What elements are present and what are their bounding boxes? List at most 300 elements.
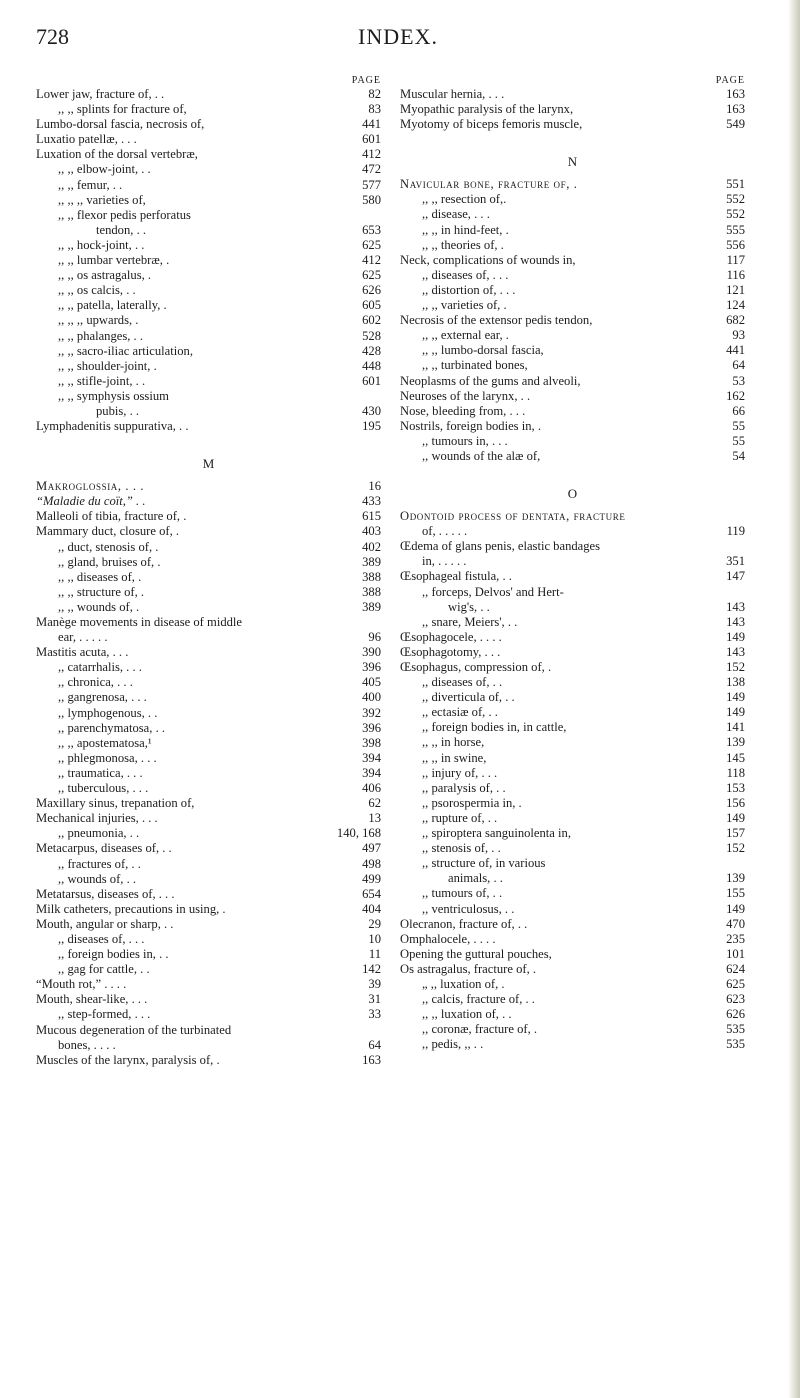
entry-term: ,, tumours of, . .: [422, 886, 503, 901]
index-entry: [36, 917, 381, 932]
entry-term: ,, structure of, in various: [422, 856, 546, 871]
entry-page-number: 404: [362, 901, 381, 916]
index-entry: [400, 766, 745, 781]
index-entry: [400, 328, 745, 343]
index-entry: [36, 992, 381, 1007]
entry-page-number: 139: [726, 735, 745, 750]
index-entry: [400, 389, 745, 404]
index-entry: [400, 207, 745, 222]
index-entry: [400, 192, 745, 207]
entry-page-number: 33: [368, 1007, 381, 1022]
entry-page-number: 141: [726, 720, 745, 735]
entry-term: ,, pedis, ,, . .: [422, 1037, 484, 1052]
section-letter: N: [567, 154, 578, 170]
entry-term: Omphalocele, . . . .: [400, 931, 496, 946]
index-entry: [36, 359, 381, 374]
entry-page-number: 389: [362, 599, 381, 614]
index-entry: [36, 389, 381, 404]
index-entry: [36, 977, 381, 992]
index-entry: [36, 690, 381, 705]
index-entry: [400, 841, 745, 856]
index-entry: [400, 177, 745, 192]
index-entry: [36, 313, 381, 328]
entry-page-number: 153: [726, 780, 745, 795]
entry-page-number: 195: [362, 419, 381, 434]
index-entry: [400, 343, 745, 358]
entry-term: Myotomy of biceps femoris muscle,: [400, 117, 583, 132]
index-entry: [400, 977, 745, 992]
entry-page-number: 53: [732, 373, 745, 388]
index-entry: [400, 962, 745, 977]
entry-term: ,, parenchymatosa, . .: [58, 720, 166, 735]
right-page-label: PAGE: [715, 75, 745, 86]
index-entry: [400, 947, 745, 962]
entry-term: ,, ,, lumbo-dorsal fascia,: [422, 343, 544, 358]
entry-term: ,, foreign bodies in, . .: [58, 947, 169, 962]
index-entry: [36, 947, 381, 962]
entry-page-number: 448: [362, 358, 381, 373]
index-entry: [400, 932, 745, 947]
entry-page-number: 83: [368, 102, 381, 117]
entry-page-number: 149: [726, 901, 745, 916]
index-entry: [400, 917, 745, 932]
entry-page-number: [711, 509, 745, 524]
index-entry: [400, 268, 745, 283]
entry-term: ,, ,, ,, upwards, .: [58, 313, 139, 328]
entry-page-number: [711, 856, 745, 871]
entry-term: ,, duct, stenosis of, .: [58, 539, 159, 554]
entry-term: ,, ,, hock-joint, . .: [58, 237, 145, 252]
entry-page-number: 16: [368, 479, 381, 494]
entry-term: ,, ,, sacro-iliac articulation,: [58, 343, 193, 358]
entry-page-number: 101: [726, 946, 745, 961]
entry-term: Lumbo-dorsal fascia, necrosis of,: [36, 117, 205, 132]
entry-page-number: [711, 585, 745, 600]
index-entry: [36, 147, 381, 162]
index-entry: [400, 449, 745, 464]
entry-term: Mucous degeneration of the turbinated: [36, 1022, 232, 1037]
index-entry: [36, 540, 381, 555]
entry-term: ,, tumours in, . . .: [422, 433, 508, 448]
entry-page-number: 396: [362, 720, 381, 735]
section-letter: O: [567, 486, 578, 502]
entry-term: ,, ,, patella, laterally, .: [58, 298, 167, 313]
index-entry: [36, 509, 381, 524]
entry-term: ,, ,, stifle-joint, . .: [58, 373, 146, 388]
entry-term: Luxation of the dorsal vertebræ,: [36, 147, 198, 162]
entry-page-number: 388: [362, 584, 381, 599]
entry-term: ,, ,, wounds of, .: [58, 599, 140, 614]
index-entry: [400, 253, 745, 268]
entry-term: ,, paralysis of, . .: [422, 780, 506, 795]
entry-page-number: 139: [726, 871, 745, 886]
index-entry: [36, 117, 381, 132]
index-entry: [400, 509, 745, 524]
entry-term: ,, gag for cattle, . .: [58, 962, 150, 977]
index-entry: [400, 856, 745, 871]
entry-term: ,, phlegmonosa, . . .: [58, 750, 157, 765]
index-entry: [36, 1038, 381, 1053]
entry-page-number: 552: [726, 207, 745, 222]
index-entry: [36, 902, 381, 917]
entry-term: ,, traumatica, . . .: [58, 765, 143, 780]
page-number: 728: [36, 24, 69, 49]
index-entry: [36, 841, 381, 856]
index-entry: [400, 1022, 745, 1037]
entry-page-number: 549: [726, 117, 745, 132]
entry-term: ear, . . . . .: [58, 630, 108, 645]
index-entry: [400, 886, 745, 901]
entry-page-number: 394: [362, 765, 381, 780]
index-entry: [36, 826, 381, 841]
entry-term: ,, step-formed, . . .: [58, 1007, 151, 1022]
entry-term: ,, ,, in horse,: [422, 735, 485, 750]
entry-term: Lymphadenitis suppurativa, . .: [36, 419, 189, 434]
page-title: INDEX.: [358, 24, 438, 49]
entry-page-number: 55: [732, 433, 745, 448]
entry-page-number: 403: [362, 524, 381, 539]
entry-term: tendon, . .: [96, 222, 147, 237]
entry-term: Mechanical injuries, . . .: [36, 811, 158, 826]
entry-page-number: 682: [726, 313, 745, 328]
entry-term: “Maladie du coït,” . .: [36, 494, 146, 509]
entry-term: Mouth, angular or sharp, . .: [36, 916, 174, 931]
entry-term: ,, psorospermia in, .: [422, 795, 522, 810]
index-entry: [400, 117, 745, 132]
entry-page-number: 64: [368, 1037, 381, 1052]
entry-page-number: [711, 539, 745, 554]
entry-term: ,, diverticula of, . .: [422, 690, 515, 705]
entry-page-number: 145: [726, 750, 745, 765]
entry-term: ,, ,, resection of,.: [422, 192, 507, 207]
entry-term: Manège movements in disease of middle: [36, 615, 242, 629]
entry-page-number: 551: [726, 177, 745, 192]
section-gap: [400, 169, 745, 177]
index-entry: [36, 1023, 381, 1038]
entry-page-number: 11: [368, 947, 381, 962]
index-entry: [400, 705, 745, 720]
entry-term: ,, ,, structure of, .: [58, 584, 145, 599]
entry-term: ,, ,, theories of, .: [422, 237, 504, 252]
entry-term: ,, ,, elbow-joint, . .: [58, 162, 151, 177]
entry-page-number: 402: [362, 539, 381, 554]
entry-page-number: 29: [368, 916, 381, 931]
index-entry: [36, 238, 381, 253]
index-entry: [400, 720, 745, 735]
index-entry: [36, 555, 381, 570]
entry-term: ,, foreign bodies in, in cattle,: [422, 720, 567, 735]
index-entry: [36, 193, 381, 208]
index-entry: [400, 902, 745, 917]
index-entry: [36, 570, 381, 585]
entry-page-number: 121: [726, 282, 745, 297]
entry-term: ,, ,, flexor pedis perforatus: [58, 207, 191, 222]
index-entry: [36, 736, 381, 751]
entry-term: ,, ectasiæ of, . .: [422, 705, 498, 720]
entry-page-number: 430: [362, 403, 381, 418]
index-entry: [400, 1037, 745, 1052]
entry-page-number: 351: [726, 554, 745, 569]
entry-page-number: 118: [726, 765, 745, 780]
index-entry: [36, 585, 381, 600]
entry-page-number: 149: [726, 810, 745, 825]
index-entry: [36, 796, 381, 811]
index-entry: [36, 932, 381, 947]
entry-page-number: 406: [362, 781, 381, 796]
entry-term: ,, diseases of, . . .: [58, 931, 145, 946]
index-entry: [36, 494, 381, 509]
entry-page-number: 556: [726, 237, 745, 252]
index-entry: [400, 554, 745, 569]
entry-page-number: [347, 208, 381, 223]
entry-page-number: 602: [362, 313, 381, 328]
index-entry: [400, 675, 745, 690]
entry-page-number: 498: [362, 856, 381, 871]
entry-term: Œdema of glans penis, elastic bandages: [400, 539, 601, 554]
left-index-column: [36, 74, 381, 1068]
entry-page-number: 149: [726, 705, 745, 720]
entry-page-number: 625: [726, 976, 745, 991]
entry-page-number: 163: [362, 1052, 381, 1067]
index-entry: [36, 706, 381, 721]
entry-page-number: 535: [726, 1037, 745, 1052]
entry-term: ,, ,, varieties of, .: [422, 298, 507, 313]
entry-page-number: 615: [362, 509, 381, 524]
section-gap: [400, 464, 745, 486]
index-entry: [400, 434, 745, 449]
entry-term: Neck, complications of wounds in,: [400, 252, 576, 267]
entry-page-number: 93: [732, 328, 745, 343]
entry-term: ,, ,, in swine,: [422, 750, 487, 765]
index-entry: [36, 721, 381, 736]
entry-page-number: 470: [726, 916, 745, 931]
section-gap: [36, 471, 381, 479]
entry-page-number: 138: [726, 675, 745, 690]
entry-term: ,, gland, bruises of, .: [58, 554, 161, 569]
entry-term: ,, ,, turbinated bones,: [422, 358, 528, 373]
section-gap: [400, 501, 745, 509]
entry-term: ,, ventriculosus, . .: [422, 901, 515, 916]
entry-page-number: 577: [362, 177, 381, 192]
entry-page-number: 55: [732, 418, 745, 433]
entry-term: Opening the guttural pouches,: [400, 946, 552, 961]
page-edge-shadow: [788, 0, 800, 1398]
index-entry: [36, 1053, 381, 1068]
index-entry: [36, 298, 381, 313]
entry-term: ,, catarrhalis, . . .: [58, 660, 142, 675]
entry-term: Navicular bone, fracture of, .: [400, 177, 578, 192]
index-entry: [400, 569, 745, 584]
entry-term: ,, ,, luxation of, . .: [422, 1007, 512, 1022]
index-entry: [400, 992, 745, 1007]
index-entry: [36, 615, 381, 630]
entry-page-number: 497: [362, 841, 381, 856]
entry-page-number: 156: [726, 795, 745, 810]
entry-page-number: 623: [726, 992, 745, 1007]
index-entry: [36, 208, 381, 223]
entry-page-number: 400: [362, 690, 381, 705]
entry-term: animals, . .: [448, 871, 503, 886]
entry-page-number: 433: [362, 494, 381, 509]
index-entry: [400, 615, 745, 630]
index-entry: [400, 358, 745, 373]
index-entry: [36, 404, 381, 419]
entry-page-number: 163: [726, 87, 745, 101]
entry-term: ,, injury of, . . .: [422, 765, 498, 780]
entry-term: ,, ,, os calcis, . .: [58, 283, 136, 298]
entry-term: of, . . . . .: [422, 524, 468, 539]
index-entry: [400, 660, 745, 675]
entry-term: Neuroses of the larynx, . .: [400, 388, 531, 403]
entry-page-number: 499: [362, 871, 381, 886]
entry-term: Mammary duct, closure of, .: [36, 524, 180, 539]
index-entry: [36, 766, 381, 781]
index-entry: [36, 87, 381, 102]
entry-term: ,, distortion of, . . .: [422, 282, 516, 297]
entry-page-number: 96: [368, 630, 381, 645]
index-entry: [36, 178, 381, 193]
entry-term: Os astragalus, fracture of, .: [400, 961, 537, 976]
entry-term: ,, ,, shoulder-joint, .: [58, 358, 157, 373]
entry-term: ,, ,, femur, . .: [58, 177, 123, 192]
entry-term: ,, snare, Meiers', . .: [422, 614, 518, 629]
entry-page-number: 535: [726, 1022, 745, 1037]
index-entry: [36, 253, 381, 268]
entry-page-number: 528: [362, 328, 381, 343]
index-entry: [400, 826, 745, 841]
entry-term: ,, chronica, . . .: [58, 675, 133, 690]
entry-page-number: [347, 1023, 381, 1038]
entry-page-number: 143: [726, 599, 745, 614]
index-entry: [400, 102, 745, 117]
section-gap: [400, 132, 745, 154]
index-entry: [400, 404, 745, 419]
entry-term: Myopathic paralysis of the larynx,: [400, 102, 574, 117]
index-entry: [36, 223, 381, 238]
entry-page-number: 162: [726, 388, 745, 403]
entry-term: Œsophagotomy, . . .: [400, 644, 501, 659]
entry-term: Nostrils, foreign bodies in, .: [400, 418, 541, 433]
entry-page-number: 392: [362, 705, 381, 720]
index-entry: [36, 479, 381, 494]
index-entry: [36, 630, 381, 645]
index-entry: [36, 162, 381, 177]
entry-page-number: 625: [362, 237, 381, 252]
index-entry: [400, 87, 745, 102]
entry-term: ,, ,, splints for fracture of,: [58, 102, 187, 117]
entry-term: ,, ,, lumbar vertebræ, .: [58, 253, 170, 268]
entry-page-number: 31: [368, 992, 381, 1007]
entry-page-number: 626: [726, 1007, 745, 1022]
index-entry: [400, 645, 745, 660]
entry-term: Necrosis of the extensor pedis tendon,: [400, 313, 593, 328]
entry-page-number: 412: [362, 253, 381, 268]
index-entry: [36, 857, 381, 872]
index-entry: [400, 223, 745, 238]
entry-page-number: 428: [362, 343, 381, 358]
index-entry: [36, 329, 381, 344]
index-entry: [400, 690, 745, 705]
entry-page-number: 140, 168: [336, 826, 381, 841]
index-entry: [400, 630, 745, 645]
entry-page-number: 142: [362, 962, 381, 977]
index-entry: [36, 811, 381, 826]
entry-page-number: 66: [732, 403, 745, 418]
entry-page-number: 601: [362, 373, 381, 388]
entry-term: Neoplasms of the gums and alveoli,: [400, 373, 581, 388]
section-letter: M: [202, 456, 215, 472]
entry-page-number: 388: [362, 569, 381, 584]
entry-page-number: 396: [362, 660, 381, 675]
index-entry: [400, 600, 745, 615]
entry-page-number: 389: [362, 554, 381, 569]
index-entry: [400, 313, 745, 328]
entry-page-number: 405: [362, 675, 381, 690]
entry-page-number: 601: [362, 132, 381, 147]
entry-term: wig's, . .: [448, 599, 490, 614]
entry-page-number: 152: [726, 660, 745, 674]
index-entry: [36, 524, 381, 539]
entry-page-number: 390: [362, 645, 381, 660]
entry-page-number: 625: [362, 268, 381, 283]
entry-page-number: 653: [362, 222, 381, 237]
entry-page-number: 398: [362, 735, 381, 750]
entry-term: bones, . . . .: [58, 1037, 116, 1052]
entry-term: ,, wounds of, . .: [58, 871, 137, 886]
entry-page-number: 149: [726, 629, 745, 644]
index-entry: [36, 872, 381, 887]
entry-term: ,, disease, . . .: [422, 207, 490, 222]
entry-page-number: 117: [726, 252, 745, 267]
index-entry: [36, 102, 381, 117]
index-entry: [36, 675, 381, 690]
entry-page-number: 143: [726, 614, 745, 629]
index-entry: [36, 887, 381, 902]
entry-page-number: 116: [726, 267, 745, 282]
index-entry: [400, 751, 745, 766]
entry-term: Muscles of the larynx, paralysis of, .: [36, 1052, 220, 1067]
entry-term: ,, wounds of the alæ of,: [422, 448, 541, 463]
index-entry: [36, 645, 381, 660]
index-entry: [36, 962, 381, 977]
entry-term: ,, fractures of, . .: [58, 856, 141, 871]
entry-term: Œsophagus, compression of, .: [400, 660, 552, 674]
entry-page-number: 394: [362, 750, 381, 765]
entry-page-number: 147: [726, 569, 745, 584]
index-entry: [36, 419, 381, 434]
entry-page-number: [347, 615, 381, 630]
entry-page-number: 62: [368, 796, 381, 811]
entry-term: ,, tuberculous, . . .: [58, 781, 149, 796]
entry-term: Œsophagocele, . . . .: [400, 629, 502, 644]
entry-term: Milk catheters, precautions in using, .: [36, 901, 226, 916]
entry-page-number: 54: [732, 448, 745, 463]
entry-page-number: 64: [732, 358, 745, 373]
entry-page-number: 580: [362, 192, 381, 207]
entry-page-number: [347, 389, 381, 404]
entry-term: ,, diseases of, . .: [422, 675, 503, 690]
entry-term: ,, diseases of, . . .: [422, 267, 509, 282]
index-entry: [36, 660, 381, 675]
index-entry: [36, 344, 381, 359]
entry-term: ,, ,, symphysis ossium: [58, 388, 169, 403]
entry-page-number: 235: [726, 931, 745, 946]
entry-term: ,, lymphogenous, . .: [58, 705, 158, 720]
index-entry: [36, 751, 381, 766]
index-entry: [36, 132, 381, 147]
entry-page-number: 143: [726, 644, 745, 659]
index-entry: [400, 871, 745, 886]
